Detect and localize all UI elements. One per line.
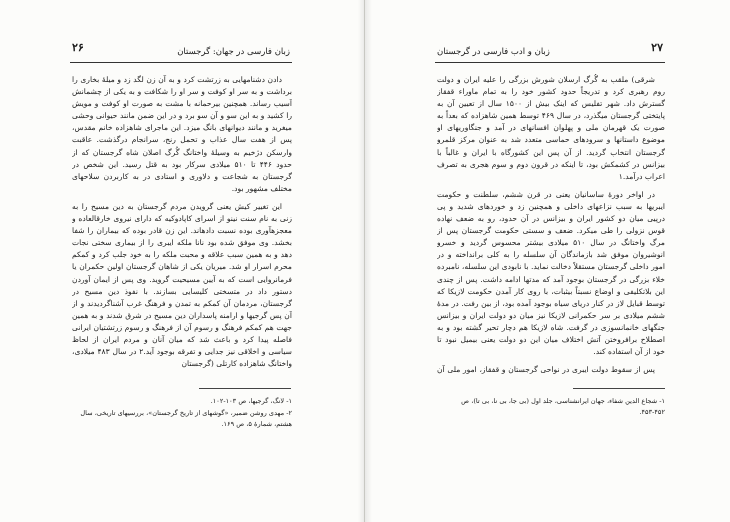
left-footnote-1: ۱- لانگ، گرجیها، ص ۱۰۳-۱۰۲.: [210, 397, 292, 405]
right-footnote-1: ۱- شجاع الدین شفاء، جهان ایرانشناسی، جلد اول (بی جا، بی نا، بی تا)، ص ۴۵۲-۴۵۳.: [461, 397, 665, 416]
left-page-number: ۲۶: [72, 41, 84, 54]
right-page: [365, 0, 730, 522]
left-page-header: [70, 41, 292, 63]
right-paragraph-1: شرقی) ملقب به گُرگ ارسلان شورش بزرگی را علیه ایران و دولت روم رهبری کرد و تدریجاً حدود کشور خود را به تمام ماوراء قفقاز گسترش داد. شهر تفلیس که اینک بیش از ۱۵۰۰ سال از تعیین آن به پایتختی گرجستان میگذرد، در سال ۴۶۹ توسط همین شاهزاده که بعداً به صورت یک قهرمان ملی و پهلوان افسانهای در آمد و جنگاوریهای او موضوع داستانها و سرودهای حماسی متعدد شد به عنوان مرکز قلمرو گرجستان انتخاب گردید. از آن پس این کشورگاه با ایران و غالباً با بیزانس در کشمکش بود، تا اینکه در قرون دوم و سوم هجری به تصرف اعراب درآمد.۱: [437, 75, 665, 181]
right-paragraph-2: در اواخر دورهٔ ساسانیان یعنی در قرن ششم، سلطنت و حکومت ایبریها به سبب نزاعهای داخلی و همچنین زد و خوردهای شدید و پی درپیی میان دو کشور ایران و بیزانس در آن حدود، رو به ضعف نهاده قوس نزولی را طی میکرد. ضعف و سستی حکومت گرجستان پس از مرگ واختانگ در سال ۵۱۰ میلادی بیشتر محسوس گردید و خسرو انوشیروان موفق شد بازماندگان آن سلسله را به کلی برانداخته و در امور داخلی گرجستان مستقلاً دخالت نماید. با نابودی این سلسله، نامبرده خلاء بزرگی در گرجستان بوجود آمد که مدتها ادامه داشت. پس از چندی این بلاتکلیفی و اوضاع نسبتاً بیثبات، با روی کار آمدن حکومت لازیکا که توسط قبایل لاز در کنار دریای سیاه بوجود آمده بود، از بین رفت. در مدهٔ ششم میلادی بر سر حکمرانی لازیکا نیز میان دو دولت ایران و بیزانس جنگهای خانمانسوزی در گرفت. شاه لازیکا هم دچار تحیر گشته بود و به اصطلاح برافروختن آتش اختلاف میان این دو دولت یعنی بیمیل نبود تا خود از آن استفاده کند.: [437, 189, 665, 357]
right-footnotes: [435, 396, 665, 419]
left-footnotes: [70, 396, 292, 431]
left-footnote-rule: [199, 388, 291, 389]
right-running-title: زبان و ادب فارسی در گرجستان: [437, 47, 550, 57]
left-footnote-2: ۲- مهدی روشن ضمیر، «گوشهای از تاریخ گرجستان»، بررسیهای تاریخی، سال هشتم، شمارهٔ ۵، ص ۱۶۹.: [80, 409, 292, 428]
left-page-body: [72, 74, 292, 374]
left-running-title: زبان فارسی در جهان: گرجستان: [177, 47, 290, 57]
left-paragraph-1: دادن دشنامهایی به زرتشت کرد و به آن زن لگد زد و میلهٔ بخاری را برداشت و به سر او کوفت و سر او را شکافت و به یکی از چشمانش آسیب رساند. همچنین بیرحمانه با مشت به صورت او کوفت و مویش را کشید و به این سو و آن سو برد و در این ضمن مانند حیوانی وحشی میغرید و مانند دیوانهای بانگ میزد. این ماجرای شاهزاده خانم مقدس، پس از هفت سال عذاب و تحمل رنج، سرانجام درگذشت. عاقبت وارسکن دژخیم به وسیلهٔ واختانگ گُرگ اصلان شاه گرجستان که از حدود ۴۴۶ تا ۵۱۰ میلادی سرکار بود به قتل رسید. این شخص در گرجستان به شجاعت و دلاوری و استادی در به کاربردن سلاحهای مختلف مشهور بود.: [72, 75, 292, 193]
right-page-header: [435, 41, 665, 63]
right-page-body: [437, 74, 665, 374]
right-page-number: ۲۷: [651, 41, 663, 54]
right-footnote-rule: [573, 388, 665, 389]
left-paragraph-2: این تغییر کیش یعنی گرویدن مردم گرجستان به دین مسیح را به زنی به نام سنت نینو از اسرای کاپادوکیه که دارای نیروی خارقالعاده و معجزهآوری بوده نسبت دادهاند. این زن قادر بوده که بیماران را شفا بخشد. وی موفق شده بود نانا ملکه ایبری را از بیماری سختی نجات دهد و به همین سبب علاقه و محبت ملکه را به خود جلب کرد و کمکم محرم اسرار او شد. میریان یکی از شاهان گرجستان اولین حکمران یا فرمانروایی است که به آیین مسیحیت گروید. وی پس از ایمان آوردن دستور داد در متسختی کلیسایی بسازند. با نفوذ دین مسیح در گرجستان، مردمان آن کمکم به تمدن و فرهنگ غرب آشناگردیدند و از آن پس گرجیها و ارامنه پاسداران دین مسیح در شرق شدند و به همین جهت هم کمکم فرهنگ و رسوم آن از فرهنگ و رسوم زرتشتیان ایرانی فاصله پیدا کرد و باعث شد که میان آنان و مردم ایران از لحاظ سیاسی و اخلاقی نیز جدایی و تفرقه بوجود آید.۲ در سال ۴۸۳ میلادی، واختانگ شاهزاده کارتلی (گرجستان: [72, 201, 292, 369]
right-paragraph-3: پس از سقوط دولت ایبری در نواحی گرجستان و قفقاز، امور ملی آن: [437, 365, 655, 374]
